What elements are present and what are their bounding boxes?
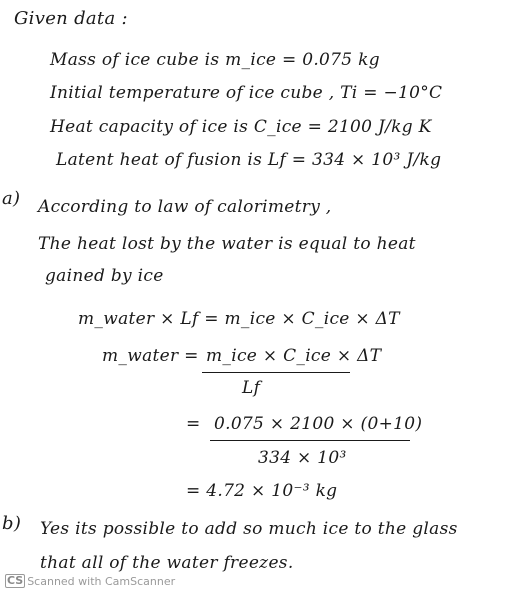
- camscanner-watermark: [5, 574, 175, 588]
- part-b-answer-line-1: Yes its possible to add so much ice to the glass: [40, 519, 458, 539]
- equation-heat-balance: m_water × Lf = m_ice × C_ice × ΔT: [78, 309, 400, 329]
- camscanner-watermark-text: Scanned with CamScanner: [27, 574, 176, 588]
- fraction-denominator-symbolic: Lf: [242, 378, 261, 398]
- given-mass: Mass of ice cube is m_ice = 0.075 kg: [50, 50, 380, 70]
- fraction-numerator-symbolic: m_ice × C_ice × ΔT: [206, 346, 382, 366]
- part-a-intro: According to law of calorimetry ,: [38, 197, 332, 217]
- part-a-statement-line-2: gained by ice: [45, 266, 164, 286]
- part-a-statement-line-1: The heat lost by the water is equal to heat: [38, 234, 416, 254]
- given-heat-capacity: Heat capacity of ice is C_ice = 2100 J/kg K: [50, 117, 432, 137]
- equals-sign-substitution: =: [186, 414, 201, 434]
- fraction-bar-symbolic: [202, 372, 350, 373]
- given-initial-temperature: Initial temperature of ice cube , Ti = −10°C: [50, 83, 443, 103]
- camscanner-logo-icon: CS: [7, 574, 24, 587]
- equation-mass-water-lhs: m_water =: [102, 346, 199, 366]
- part-b-answer-line-2: that all of the water freezes.: [40, 553, 294, 573]
- final-result: = 4.72 × 10⁻³ kg: [186, 481, 338, 501]
- fraction-numerator-values: 0.075 × 2100 × (0+10): [214, 414, 423, 434]
- given-latent-heat: Latent heat of fusion is Lf = 334 × 10³ J/kg: [56, 150, 442, 170]
- given-data-heading: Given data :: [14, 8, 128, 29]
- fraction-denominator-values: 334 × 10³: [258, 448, 347, 468]
- fraction-bar-values: [210, 440, 410, 441]
- part-b-label: b): [2, 513, 22, 534]
- part-a-label: a): [2, 188, 21, 209]
